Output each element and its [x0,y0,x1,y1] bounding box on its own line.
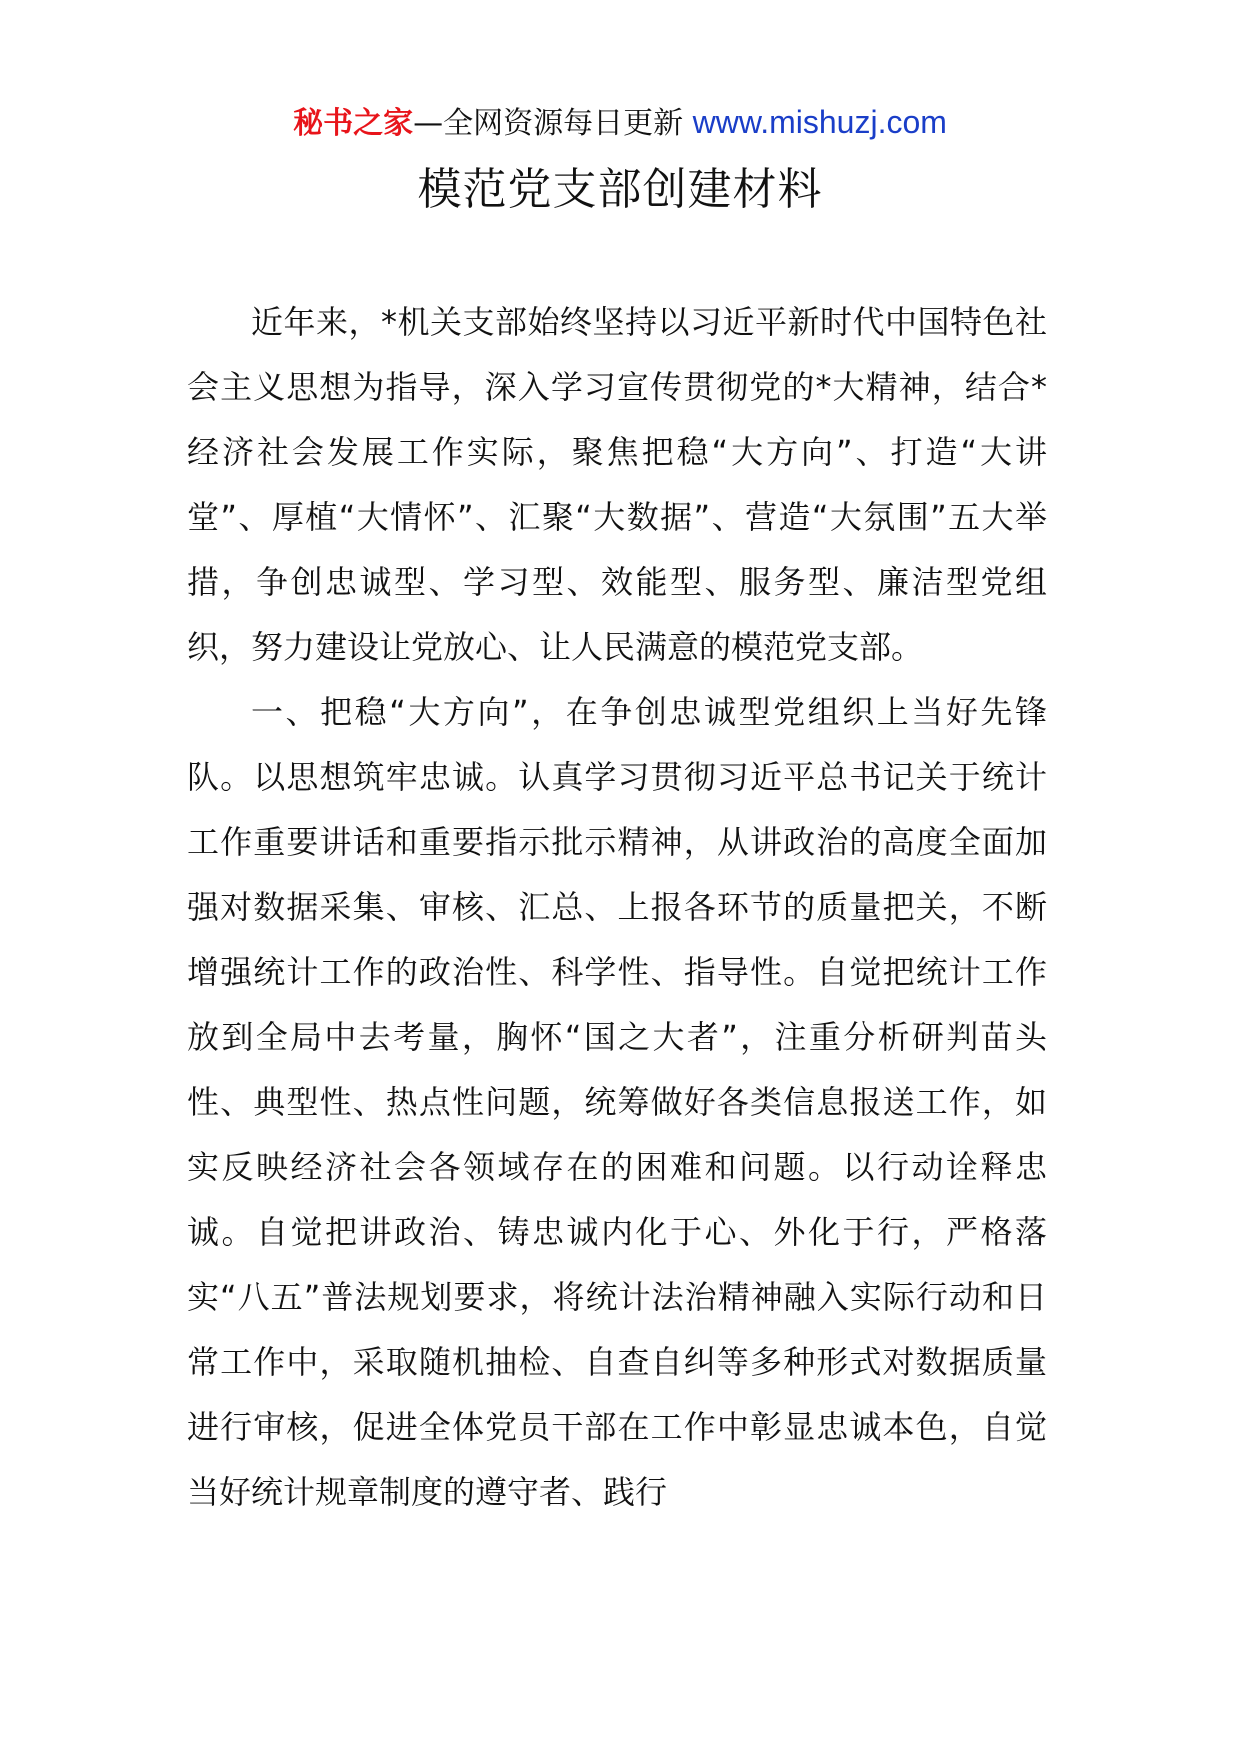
site-tagline: —全网资源每日更新 [413,106,693,141]
site-url-link[interactable]: www.mishuzj.com [692,104,947,140]
paragraph-intro: 近年来，*机关支部始终坚持以习近平新时代中国特色社会主义思想为指导，深入学习宣传贯彻党的*大精神，结合*经济社会发展工作实际，聚焦把稳“大方向”、打造“大讲堂”、厚植“大情怀”、汇聚“大数据”、营造“大氛围”五大举措，争创忠诚型、学习型、效能型、服务型、廉洁型党组织，努力建设让党放心、让人民满意的模范党支部。 [187,303,1047,666]
paragraph-section-one: 一、把稳“大方向”，在争创忠诚型党组织上当好先锋队。以思想筑牢忠诚。认真学习贯彻习近平总书记关于统计工作重要讲话和重要指示批示精神，从讲政治的高度全面加强对数据采集、审核、汇总、上报各环节的质量把关，不断增强统计工作的政治性、科学性、指导性。自觉把统计工作放到全局中去考量，胸怀“国之大者”，注重分析研判苗头性、典型性、热点性问题，统筹做好各类信息报送工作，如实反映经济社会各领域存在的困难和问题。以行动诠释忠诚。自觉把讲政治、铸忠诚内化于心、外化于行，严格落实“八五”普法规划要求，将统计法治精神融入实际行动和日常工作中，采取随机抽检、自查自纠等多种形式对数据质量进行审核，促进全体党员干部在工作中彰显忠诚本色，自觉当好统计规章制度的遵守者、践行 [187,693,1047,1511]
site-brand: 秘书之家 [293,106,414,141]
document-body [187,290,1047,1525]
document-title: 模范党支部创建材料 [417,164,823,215]
site-banner [0,100,1240,146]
